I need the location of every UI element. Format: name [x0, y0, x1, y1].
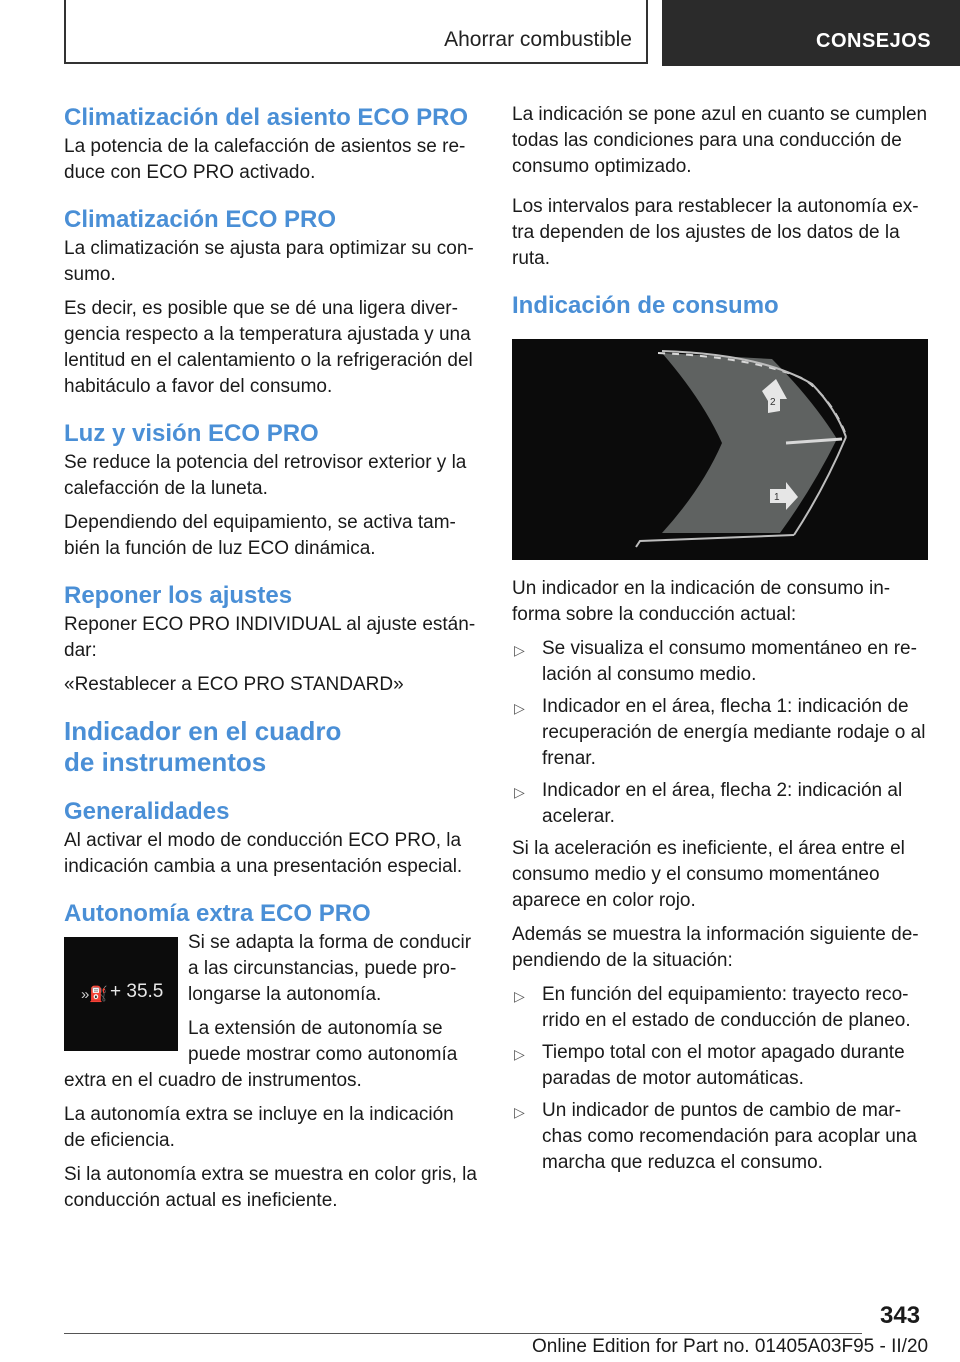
paragraph: Si se adapta la forma de conducir a las circunstancias, puede prolongarse la autonomía.	[188, 932, 472, 1005]
heading-instrument-cluster	[64, 716, 478, 778]
gauge-arrow-1-label: 1	[774, 492, 780, 503]
heading-general: Generalidades	[64, 798, 230, 825]
heading-consumption: Indicación de consumo	[512, 292, 779, 319]
page-header	[0, 0, 960, 66]
bullet-list-situational	[512, 982, 930, 1176]
extra-range-value: + 35.5	[110, 981, 164, 1002]
triangle-bullet-icon: ▷	[514, 700, 525, 716]
footer-divider	[64, 1333, 862, 1334]
right-column	[512, 102, 930, 1182]
consumption-gauge-image	[512, 339, 928, 560]
list-item	[512, 1040, 930, 1092]
paragraph: Los intervalos para restablecer la autonomía extra dependen de los ajustes de los datos de la ruta.	[512, 196, 919, 269]
heading-reset-settings: Reponer los ajustes	[64, 582, 293, 609]
heading-seat-climate: Climatización del asiento ECO PRO	[64, 104, 469, 131]
triangle-bullet-icon: ▷	[514, 642, 525, 658]
list-item-text: Indicador en el área, flecha 1: indicación de recuperación de energía mediante rodaje o al frenar.	[542, 696, 926, 769]
bullet-list-consumption	[512, 636, 930, 830]
triangle-bullet-icon: ▷	[514, 1046, 525, 1062]
page-number: 343	[880, 1302, 921, 1329]
list-item	[512, 636, 930, 688]
heading-extra-range: Autonomía extra ECO PRO	[64, 900, 371, 927]
triangle-bullet-icon: ▷	[514, 988, 525, 1004]
gauge-arrow-2-label: 2	[770, 397, 776, 408]
list-item-text: En función del equipamiento: trayecto recorrido en el estado de conducción de planeo.	[542, 984, 911, 1031]
extra-range-display-image	[64, 937, 178, 1051]
triangle-bullet-icon: ▷	[514, 784, 525, 800]
list-item	[512, 694, 930, 772]
paragraph: Es decir, es posible que se dé una ligera divergencia respecto a la temperatura ajustada y una lentitud en el calentamiento o la refrigeración del habitáculo a favor del consumo.	[64, 298, 473, 397]
paragraph: La autonomía extra se incluye en la indicación de eficiencia.	[64, 1104, 454, 1151]
header-chapter-title: CONSEJOS	[816, 30, 932, 52]
heading-climate: Climatización ECO PRO	[64, 206, 337, 233]
list-item-text: Se visualiza el consumo momentáneo en relación al consumo medio.	[542, 638, 917, 685]
paragraph: Un indicador en la indicación de consumo informa sobre la conducción actual:	[512, 578, 891, 625]
heading-line: Indicador en el cuadro	[64, 716, 342, 746]
paragraph: Dependiendo del equipamiento, se activa también la función de luz ECO dinámica.	[64, 512, 456, 559]
list-item	[512, 982, 930, 1034]
triangle-bullet-icon: ▷	[514, 1104, 525, 1120]
fuel-pump-icon: »⛽	[81, 986, 109, 1003]
paragraph: «Restablecer a ECO PRO STANDARD»	[64, 674, 404, 695]
paragraph: Se reduce la potencia del retrovisor exterior y la calefacción de la luneta.	[64, 452, 467, 499]
list-item-text: Tiempo total con el motor apagado durante paradas de motor automáticas.	[542, 1042, 905, 1089]
paragraph: Al activar el modo de conducción ECO PRO, la indicación cambia a una presentación especial.	[64, 830, 463, 877]
list-item-text: Indicador en el área, flecha 2: indicación al acelerar.	[542, 780, 903, 827]
header-section-title: Ahorrar combustible	[444, 28, 632, 51]
paragraph: La indicación se pone azul en cuanto se cumplen todas las condiciones para una conducción de consumo optimizado.	[512, 104, 928, 177]
paragraph: Si la aceleración es ineficiente, el área entre el consumo medio y el consumo momentáneo aparece en color rojo.	[512, 838, 905, 911]
header-chapter-box	[662, 0, 960, 66]
list-item-text: Un indicador de puntos de cambio de marchas como recomendación para acoplar una marcha que reduzca el consumo.	[542, 1100, 917, 1173]
paragraph: La potencia de la calefacción de asientos se reduce con ECO PRO activado.	[64, 136, 466, 183]
heading-line: de instrumentos	[64, 747, 267, 777]
paragraph: La climatización se ajusta para optimizar su consumo.	[64, 238, 474, 285]
paragraph: Si la autonomía extra se muestra en color gris, la conducción actual es ineficiente.	[64, 1164, 477, 1211]
left-column	[64, 102, 478, 1222]
heading-light-vision: Luz y visión ECO PRO	[64, 420, 319, 447]
edition-footer: Online Edition for Part no. 01405A03F95 - II/20	[532, 1336, 929, 1357]
paragraph: La extensión de autonomía se puede mostrar como autonomía extra en el cuadro de instrumentos.	[64, 1018, 458, 1091]
list-item	[512, 778, 930, 830]
header-section-box	[64, 0, 648, 64]
paragraph: Reponer ECO PRO INDIVIDUAL al ajuste estándar:	[64, 614, 476, 661]
list-item	[512, 1098, 930, 1176]
paragraph: Además se muestra la información siguiente dependiendo de la situación:	[512, 924, 919, 971]
